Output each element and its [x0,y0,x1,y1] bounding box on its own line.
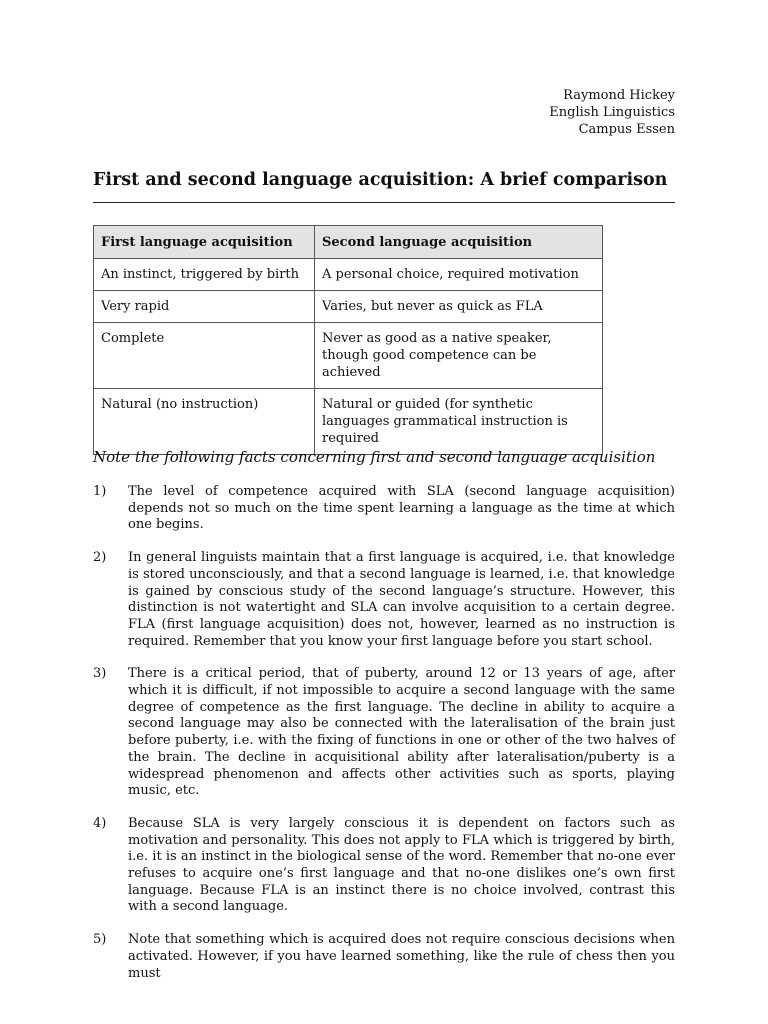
list-item [93,932,675,982]
list-item [93,550,675,650]
document-title: First and second language acquisition: A brief comparison [93,170,668,190]
list-item [93,484,675,534]
fact-number: 4) [93,815,107,831]
fact-text: The level of competence acquired with SLA (second language acquisition) depends not so much on the time spent learning a language as the time at which one begins. [128,484,675,533]
fact-number: 3) [93,666,107,682]
table-cell: A personal choice, required motivation [315,259,603,291]
author-name: Raymond Hickey [563,88,675,103]
table-row [94,323,603,389]
fact-text: Note that something which is acquired does not require conscious decisions when activated. However, if you have learned something, like the rule of chess then you must [128,932,675,981]
fact-number: 1) [93,484,107,499]
title-divider [93,202,675,203]
list-item [93,816,675,916]
table-cell: Very rapid [94,291,315,323]
fact-number: 5) [93,932,107,948]
table-cell: Natural or guided (for synthetic languages grammatical instruction is required [315,389,603,455]
note-heading: Note the following facts concerning first and second language acquisition [93,448,656,466]
table-row [94,291,603,323]
table-cell: An instinct, triggered by birth [94,259,315,291]
table-row [94,259,603,291]
table-cell: Complete [94,323,315,389]
fact-text: In general linguists maintain that a first language is acquired, i.e. that knowledge is stored unconsciously, and that a second language is learned, i.e. that knowledge is gained by conscious study of the second language’s structure. However, this distinction is not watertight and SLA can involve acquisition to a certain degree. FLA (first language acquisition) does not, however, learned as no instruction is required. Remember that you know your first language before you start school. [128,550,675,649]
author-campus: Campus Essen [578,122,675,137]
author-block [549,87,675,138]
list-item [93,666,675,800]
fact-text: Because SLA is very largely conscious it is dependent on factors such as motivation and personality. This does not apply to FLA which is triggered by birth, i.e. it is an instinct in the biological sense of the word. Remember that no-one ever refuses to acquire one’s first language and that no-one dislikes one’s own first language. Because FLA is an instinct there is no choice involved, contrast this with a second language. [128,815,675,915]
author-department: English Linguistics [549,105,675,120]
comparison-table [93,225,603,455]
table-header-row [94,226,603,259]
table-cell: Natural (no instruction) [94,389,315,455]
facts-list [93,484,675,998]
header-first-language: First language acquisition [94,226,315,259]
table-row [94,389,603,455]
fact-number: 2) [93,550,107,566]
header-second-language: Second language acquisition [315,226,603,259]
table-cell: Varies, but never as quick as FLA [315,291,603,323]
table-cell: Never as good as a native speaker, though good competence can be achieved [315,323,603,389]
fact-text: There is a critical period, that of puberty, around 12 or 13 years of age, after which it is difficult, if not impossible to acquire a second language with the same degree of competence as the first language. The decline in ability to acquire a second language may also be connected with the lateralisation of the brain just before puberty, i.e. with the fixing of functions in one or other of the two halves of the brain. The decline in acquisitional ability after lateralisation/puberty is a widespread phenomenon and affects other activities such as sports, playing music, etc. [128,666,675,799]
